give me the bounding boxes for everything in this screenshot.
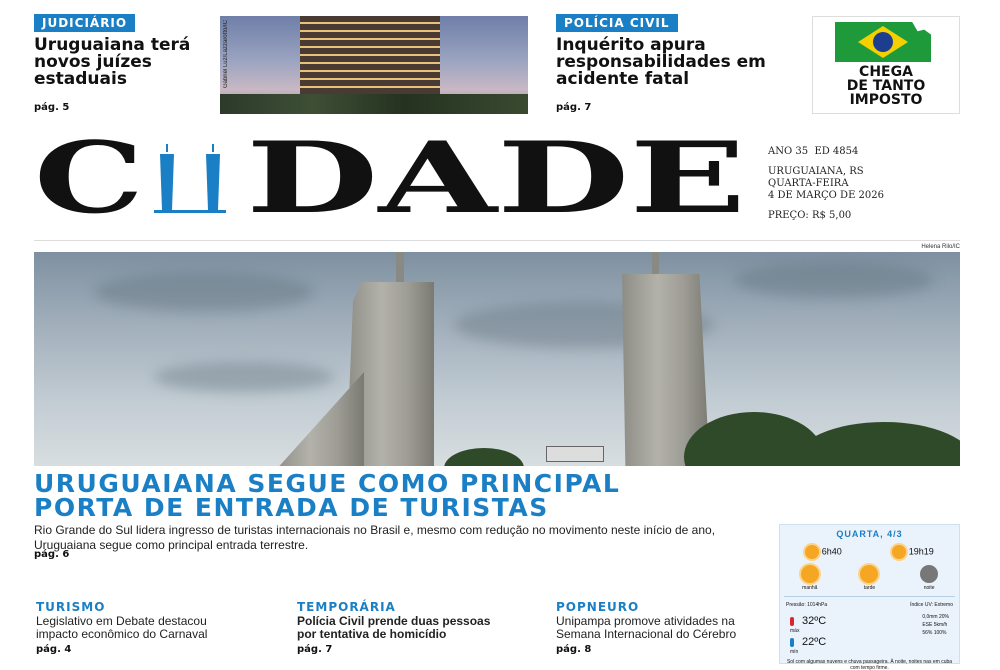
- edition-number: ED 4854: [814, 146, 859, 157]
- weather-stats: [922, 613, 949, 655]
- weekday: QUARTA-FEIRA: [768, 178, 849, 189]
- city: URUGUAIANA, RS: [768, 166, 864, 177]
- sun-times: [780, 545, 959, 559]
- max-temp: 32ºC: [802, 615, 827, 627]
- section-label: POPNEURO: [556, 600, 640, 614]
- main-lede: Rio Grande do Sul lidera ingresso de turistas internacionais no Brasil e, mesmo com redução no movimento neste início de ano, Uruguaiana segue como principal entrada terrestre.: [34, 523, 716, 552]
- price: PREÇO: R$ 5,00: [768, 210, 852, 221]
- sunset-icon: [892, 545, 906, 559]
- thermometer-hot-icon: [790, 617, 794, 626]
- afternoon-sun-icon: [860, 565, 878, 583]
- min-temp: 22ºC: [802, 636, 827, 648]
- weather-box: [779, 524, 960, 670]
- weather-note: Sol com algumas nuvens e chuva passageira. À noite, noites nas em cuba com tempo firme.: [786, 659, 953, 670]
- masthead-logo[interactable]: [34, 132, 754, 228]
- wind-speed: 5km/h: [933, 622, 948, 628]
- teaser-title[interactable]: Uruguaiana terá novos juízes estaduais: [34, 35, 191, 89]
- logo-svg: [34, 132, 754, 228]
- uv-index: Índice UV: Extremo: [910, 602, 953, 608]
- pillars-icon: [154, 144, 226, 213]
- main-page-ref: pág. 6: [34, 549, 70, 560]
- page-ref: pág. 7: [297, 644, 333, 655]
- teaser-title[interactable]: Inquérito apura responsabilidades em acidente fatal: [556, 35, 766, 89]
- page-ref: pág. 4: [36, 644, 72, 655]
- campaign-ad[interactable]: [812, 16, 960, 114]
- teaser-turismo[interactable]: [36, 600, 246, 655]
- teaser-policia-civil[interactable]: [556, 14, 796, 113]
- year: ANO 35: [768, 146, 809, 157]
- page-ref: pág. 8: [556, 644, 592, 655]
- teaser-text[interactable]: Legislativo em Debate destacou impacto econômico do Carnaval: [36, 614, 208, 641]
- main-photo-credit: Helena Rilo/IC: [921, 244, 960, 250]
- page-ref: pág. 7: [556, 102, 592, 113]
- wind-dir: ESE: [922, 622, 933, 628]
- pressure: Pressão: 1014hPa: [786, 602, 828, 608]
- building-photo: [220, 16, 528, 114]
- humidity: 56%: [922, 630, 933, 636]
- rain: 0,0mm: [922, 614, 938, 620]
- main-headline[interactable]: URUGUAIANA SEGUE COMO PRINCIPAL PORTA DE ENTRADA DE TURISTAS: [34, 469, 621, 522]
- thermometer-cold-icon: [790, 638, 794, 647]
- humidity-max: 100%: [933, 630, 947, 636]
- afternoon-label: tarde: [863, 585, 876, 591]
- logo-letter-c: C: [34, 132, 144, 228]
- teaser-popneuro[interactable]: [556, 600, 766, 655]
- page-ref: pág. 5: [34, 102, 70, 113]
- section-label: TURISMO: [36, 600, 106, 614]
- pressure-uv: [780, 602, 959, 608]
- weather-day: QUARTA, 4/3: [836, 529, 903, 539]
- brazil-flag-icon: [835, 22, 931, 62]
- temperatures: [780, 613, 959, 655]
- section-label: TEMPORÁRIA: [297, 600, 396, 614]
- day-periods: [780, 565, 959, 591]
- sunrise: 6h40: [821, 546, 842, 557]
- rain-prob: 20%: [938, 614, 949, 620]
- teaser-temporaria[interactable]: [297, 600, 507, 655]
- logo-letters-dade: DADE: [246, 132, 746, 228]
- teaser-text[interactable]: Unipampa promove atividades na Semana Internacional do Cérebro: [556, 614, 737, 641]
- main-photo[interactable]: [34, 252, 960, 466]
- min-label: mín: [790, 649, 799, 655]
- morning-label: manhã: [802, 585, 818, 591]
- teaser-judiciario[interactable]: [34, 14, 214, 113]
- gate-sign: [546, 446, 604, 462]
- edition-info: [768, 146, 884, 222]
- sunrise-icon: [805, 545, 819, 559]
- max-label: máx: [790, 628, 800, 634]
- campaign-slogan: CHEGA DE TANTO IMPOSTO: [846, 64, 926, 108]
- night-moon-icon: [920, 565, 938, 583]
- section-tag: JUDICIÁRIO: [34, 14, 135, 32]
- date: 4 DE MARÇO DE 2026: [768, 190, 885, 201]
- divider: [34, 240, 960, 241]
- section-tag: POLÍCIA CIVIL: [556, 14, 678, 32]
- trees: [220, 94, 528, 114]
- morning-sun-icon: [801, 565, 819, 583]
- night-label: noite: [923, 585, 935, 591]
- sunset: 19h19: [908, 546, 934, 557]
- left-spire: [396, 252, 404, 286]
- teaser-text[interactable]: Polícia Civil prende duas pessoas por tentativa de homicídio: [297, 614, 491, 641]
- photo-credit: Gabriel Luz/Lazzarotto/IC: [223, 20, 229, 89]
